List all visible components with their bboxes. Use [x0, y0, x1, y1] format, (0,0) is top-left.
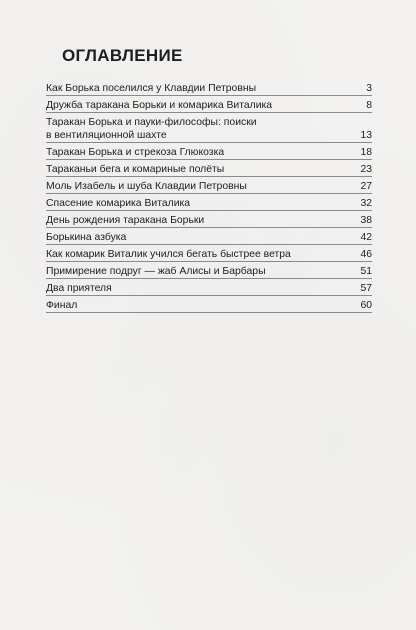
toc-entry-page: 42: [360, 232, 372, 243]
toc-entry[interactable]: [46, 82, 372, 96]
toc-entry-page: 3: [366, 83, 372, 94]
toc-entry[interactable]: [46, 146, 372, 160]
toc-entry-title: Примирение подруг — жаб Алисы и Барбары: [46, 266, 266, 277]
toc-entry-page: 23: [360, 164, 372, 175]
toc-entry[interactable]: [46, 231, 372, 245]
toc-entry[interactable]: [46, 299, 372, 313]
toc-entry-title: Спасение комарика Виталика: [46, 198, 191, 209]
toc-entry-title-line1: Таракан Борька и пауки-философы: поиски: [46, 117, 257, 128]
toc-entry-title-line2: в вентиляционной шахте: [46, 130, 167, 141]
toc-entry[interactable]: [46, 265, 372, 279]
toc-entry-page: 51: [360, 266, 372, 277]
toc-entry[interactable]: [46, 99, 372, 113]
toc-entry-page: 38: [360, 215, 372, 226]
toc-entry-title: Дружба таракана Борьки и комарика Виталика: [46, 100, 273, 111]
toc-entry-page: 46: [360, 249, 372, 260]
toc-entry[interactable]: [46, 282, 372, 296]
toc-entry-page: 18: [360, 147, 372, 158]
toc-entry-page: 8: [366, 100, 372, 111]
toc-entry-title: Как Борька поселился у Клавдии Петровны: [46, 83, 257, 94]
toc-entry-page: 57: [360, 283, 372, 294]
toc-entry[interactable]: [46, 248, 372, 262]
toc-entry-page: 27: [360, 181, 372, 192]
toc-list: [46, 82, 372, 316]
toc-entry-title: Два приятеля: [46, 283, 112, 294]
toc-entry-page: 32: [360, 198, 372, 209]
toc-entry-title: Моль Изабель и шуба Клавдии Петровны: [46, 181, 247, 192]
toc-heading: ОГЛАВЛЕНИЕ: [62, 46, 183, 65]
toc-entry[interactable]: [46, 197, 372, 211]
toc-entry-title: Тараканьи бега и комариные полёты: [46, 164, 225, 175]
toc-entry-page: 60: [360, 300, 372, 311]
toc-entry-page: 13: [360, 130, 372, 141]
toc-entry-title: Борькина азбука: [46, 232, 127, 243]
toc-entry[interactable]: [46, 163, 372, 177]
toc-entry[interactable]: [46, 116, 372, 143]
toc-entry[interactable]: [46, 180, 372, 194]
toc-entry-title: Финал: [46, 300, 78, 311]
toc-entry-title: Таракан Борька и стрекоза Глюкозка: [46, 147, 225, 158]
toc-entry-title: День рождения таракана Борьки: [46, 215, 205, 226]
toc-entry-title: Как комарик Виталик учился бегать быстрее ветра: [46, 249, 291, 260]
toc-entry[interactable]: [46, 214, 372, 228]
